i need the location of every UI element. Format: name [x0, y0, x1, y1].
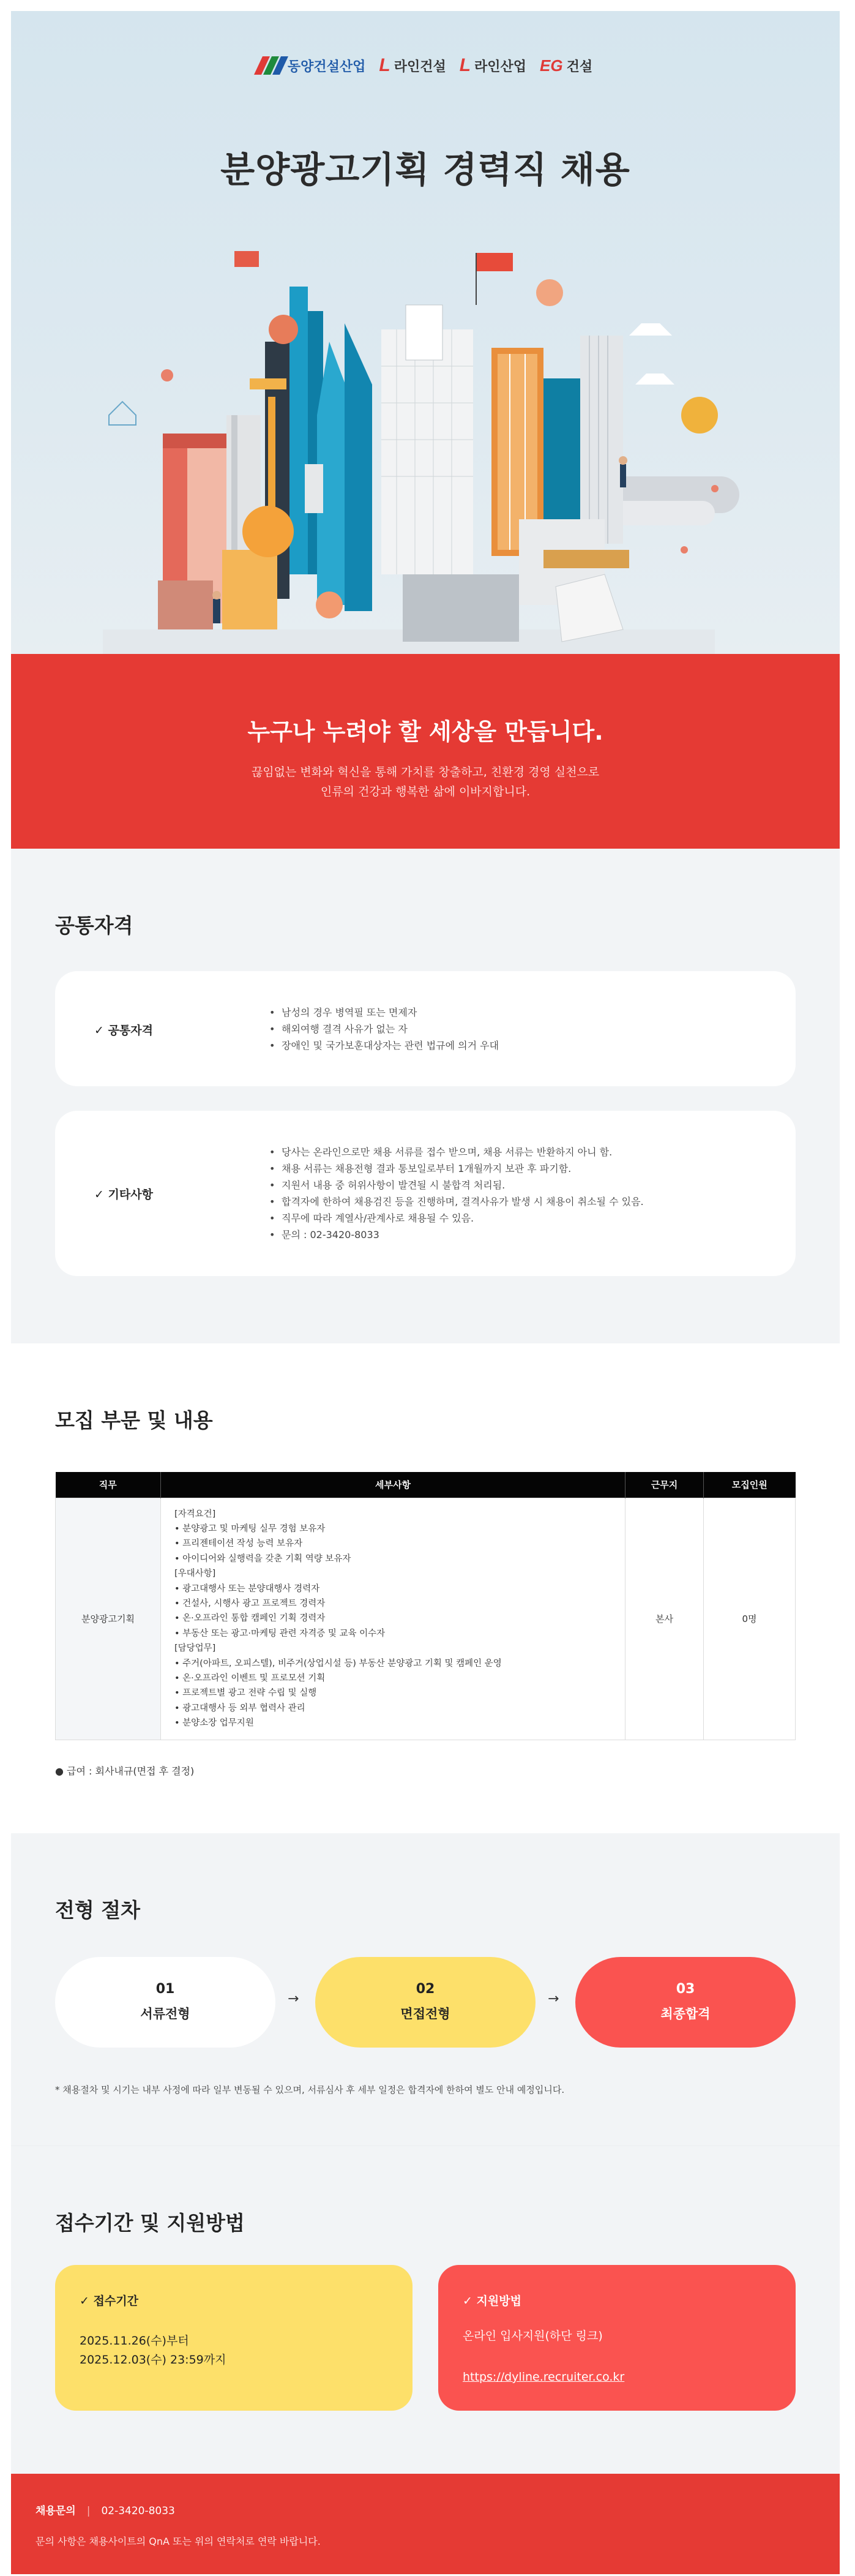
contact-label: 채용문의	[35, 2505, 76, 2517]
card-label: ✓ 기타사항	[94, 1188, 153, 1201]
detail-line: [우대사항]	[174, 1569, 216, 1579]
salary-note: ● 급여 : 회사내규(면접 후 결정)	[55, 1765, 195, 1777]
details-cell	[161, 1498, 625, 1740]
step-final-pass	[575, 1957, 796, 2048]
arrow-right-icon: →	[288, 1991, 299, 2007]
footer-note: 문의 사항은 채용사이트의 QnA 또는 위의 연락처로 연락 바랍니다.	[35, 2536, 321, 2547]
logo-eg-text: 건설	[566, 58, 593, 74]
company-logos	[11, 55, 840, 76]
page-title: 분양광고기획 경력직 채용	[220, 149, 630, 190]
common-qualification-card	[55, 971, 796, 1086]
list-item: • 문의 : 02-3420-8033	[269, 1226, 644, 1243]
step-name: 서류전형	[140, 2007, 190, 2021]
list-item: • 채용 서류는 채용전형 결과 통보일로부터 1개월까지 보관 후 파기함.	[269, 1160, 644, 1177]
contact-line	[35, 2502, 175, 2517]
detail-line: [자격요건]	[174, 1509, 216, 1519]
slogan-line-1: 끊임없는 변화와 혁신을 통해 가치를 창출하고, 친환경 경영 실천으로	[251, 765, 600, 779]
slogan-band	[11, 654, 840, 849]
step-name: 최종합격	[660, 2007, 711, 2021]
detail-line: • 아이디어와 실행력을 갖춘 기획 역량 보유자	[174, 1553, 351, 1564]
period-end: 2025.12.03(수) 23:59까지	[80, 2353, 226, 2367]
process-section	[11, 1833, 840, 2146]
method-text: 온라인 입사지원(하단 링크)	[463, 2329, 603, 2343]
period-start: 2025.11.26(수)부터	[80, 2334, 189, 2348]
other-notes-card	[55, 1111, 796, 1276]
recruit-table	[55, 1472, 796, 1740]
qualifications-section	[11, 849, 840, 1343]
column-header-location: 근무지	[625, 1472, 704, 1498]
logo-line-construction-text: 라인건설	[394, 58, 446, 74]
contact-phone: 02-3420-8033	[101, 2505, 175, 2517]
footer	[11, 2474, 840, 2574]
detail-line: • 프리젠테이션 작성 능력 보유자	[174, 1539, 303, 1549]
detail-line: • 프로젝트별 광고 전략 수립 및 실행	[174, 1688, 317, 1699]
step-number: 03	[676, 1981, 695, 1997]
detail-line: • 건설사, 시행사 광고 프로젝트 경력자	[174, 1598, 326, 1609]
list-item: • 지원서 내용 중 허위사항이 발견될 시 불합격 처리됨.	[269, 1177, 644, 1193]
logo-dongyang	[258, 56, 366, 75]
card-label: ✓ 접수기간	[80, 2294, 138, 2308]
column-header-details: 세부사항	[161, 1472, 625, 1498]
detail-line: • 부동산 또는 광고·마케팅 관련 자격증 및 교육 이수자	[174, 1628, 386, 1639]
step-number: 01	[155, 1981, 175, 1997]
arrow-right-icon: →	[548, 1991, 559, 2007]
column-header-count: 모집인원	[704, 1472, 796, 1498]
detail-line: • 광고대행사 등 외부 협력사 관리	[174, 1703, 305, 1713]
city-illustration	[11, 231, 840, 654]
location-cell: 본사	[625, 1498, 704, 1740]
table-row	[56, 1498, 796, 1740]
process-note: * 채용절차 및 시기는 내부 사정에 따라 일부 변동될 수 있으며, 서류심사 후 세부 일정은 합격자에 한하여 별도 안내 예정입니다.	[55, 2084, 565, 2095]
detail-line: • 온·오프라인 이벤트 및 프로모션 기획	[174, 1673, 326, 1683]
common-qualification-list	[269, 1004, 499, 1054]
detail-line: • 분양소장 업무지원	[174, 1718, 254, 1729]
table-header-row	[56, 1472, 796, 1498]
card-label: ✓ 지원방법	[463, 2294, 521, 2308]
list-item: • 직무에 따라 계열사/관계사로 채용될 수 있음.	[269, 1210, 644, 1226]
logo-line-construction	[379, 55, 446, 76]
detail-line: • 분양광고 및 마케팅 실무 경험 보유자	[174, 1523, 326, 1534]
period-dates	[80, 2332, 388, 2370]
apply-link[interactable]: https://dyline.recruiter.co.kr	[463, 2370, 625, 2384]
job-cell: 분양광고기획	[56, 1498, 161, 1740]
logo-l-mark: L	[459, 55, 471, 75]
list-item: • 합격자에 한하여 채용검진 등을 진행하며, 결격사유가 발생 시 채용이 취소될 수 있음.	[269, 1193, 644, 1210]
section-title-recruit: 모집 부문 및 내용	[55, 1408, 213, 1432]
other-notes-list	[269, 1144, 644, 1243]
step-name: 면접전형	[400, 2007, 450, 2021]
recruit-section	[11, 1343, 840, 1833]
slogan-text	[11, 762, 840, 802]
step-document-screening	[55, 1957, 275, 2048]
slogan-line-2: 인류의 건강과 행복한 삶에 이바지합니다.	[320, 785, 531, 798]
logo-l-mark: L	[379, 55, 390, 75]
logo-line-industry-text: 라인산업	[474, 58, 527, 74]
apply-section	[11, 2146, 840, 2474]
hero-section	[11, 11, 840, 654]
detail-line: [담당업무]	[174, 1643, 216, 1654]
step-interview	[315, 1957, 536, 2048]
application-period-card	[55, 2265, 413, 2411]
logo-dongyang-text: 동양건설산업	[287, 58, 366, 74]
list-item: • 장애인 및 국가보훈대상자는 관련 법규에 의거 우대	[269, 1037, 499, 1054]
detail-line: • 광고대행사 또는 분양대행사 경력자	[174, 1583, 320, 1594]
dongyang-stripes-icon	[254, 56, 288, 75]
application-method-card	[438, 2265, 796, 2411]
logo-eg-mark: EG	[540, 56, 563, 75]
slogan-headline: 누구나 누려야 할 세상을 만듭니다.	[247, 718, 603, 745]
section-title-process: 전형 절차	[55, 1898, 141, 1922]
logo-line-industry	[460, 55, 526, 76]
list-item: • 남성의 경우 병역필 또는 면제자	[269, 1004, 499, 1021]
list-item: • 해외여행 결격 사유가 없는 자	[269, 1021, 499, 1037]
column-header-job: 직무	[56, 1472, 161, 1498]
card-label: ✓ 공통자격	[94, 1024, 153, 1037]
detail-line: • 온·오프라인 통합 캠페인 기획 경력자	[174, 1613, 326, 1624]
section-title-qualifications: 공통자격	[55, 914, 133, 937]
detail-line: • 주거(아파트, 오피스텔), 비주거(상업시설 등) 부동산 분양광고 기획 및 캠페인 운영	[174, 1658, 502, 1669]
count-cell: 0명	[704, 1498, 796, 1740]
section-title-apply: 접수기간 및 지원방법	[55, 2211, 245, 2235]
step-number: 02	[416, 1981, 435, 1997]
logo-eg	[540, 56, 592, 75]
divider: |	[86, 2505, 91, 2517]
list-item: • 당사는 온라인으로만 채용 서류를 접수 받으며, 채용 서류는 반환하지 아니 함.	[269, 1144, 644, 1160]
